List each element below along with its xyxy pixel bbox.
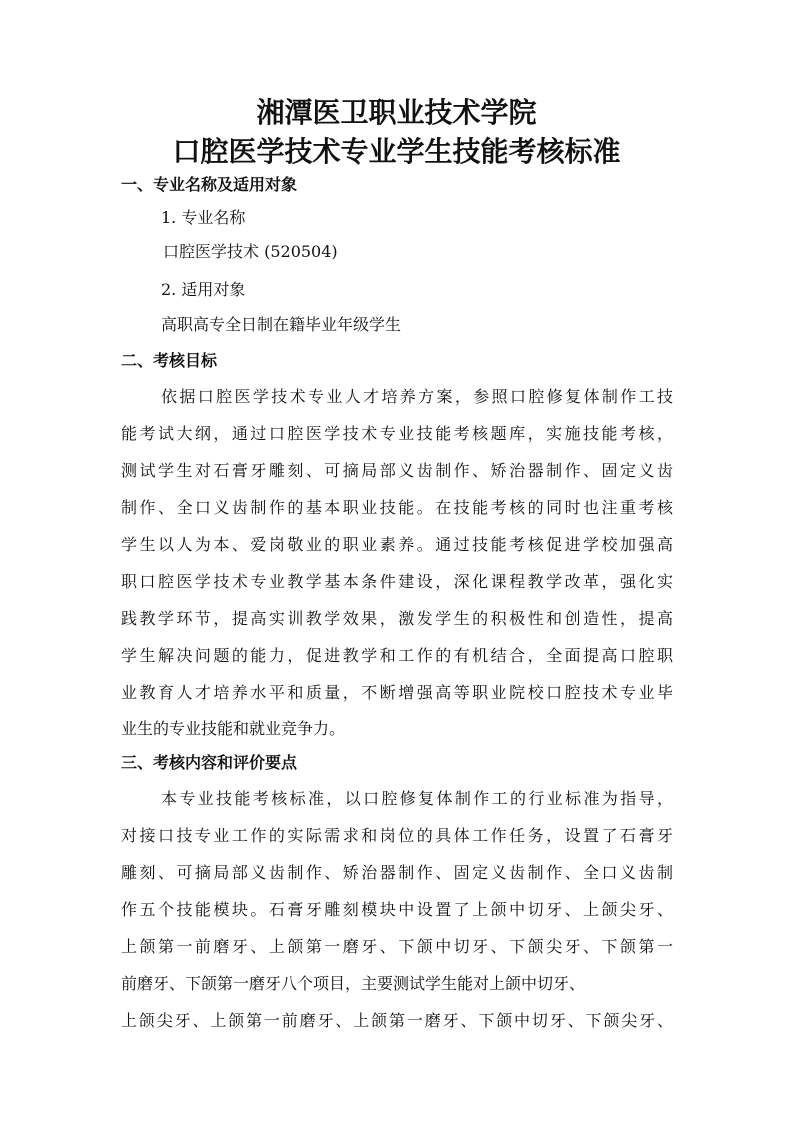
paragraph-line: 上颌第一前磨牙、上颌第一磨牙、下颌中切牙、下颌尖牙、下颌第一 [121, 937, 673, 956]
paragraph-line: 前磨牙、下颌第一磨牙八个项目，主要测试学生能对上颌中切牙、 [121, 974, 586, 993]
paragraph-line: 业生的专业技能和就业竞争力。 [121, 719, 346, 738]
target-audience-value: 高职高专全日制在籍毕业年级学生 [161, 315, 402, 334]
section2-heading: 二、考核目标 [121, 351, 218, 370]
paragraph-line: 制作、全口义齿制作的基本职业技能。在技能考核的同时也注重考核 [121, 498, 673, 517]
major-name-label: 1. 专业名称 [161, 208, 246, 227]
paragraph-line: 上颌尖牙、上颌第一前磨牙、上颌第一磨牙、下颌中切牙、下颌尖牙、 [121, 1011, 673, 1030]
target-audience-label: 2. 适用对象 [161, 280, 246, 299]
paragraph-line: 职口腔医学技术专业教学基本条件建设，深化课程教学改革，强化实 [121, 572, 673, 591]
school-title: 湘潭医卫职业技术学院 [256, 96, 537, 129]
paragraph-line: 测试学生对石膏牙雕刻、可摘局部义齿制作、矫治器制作、固定义齿 [121, 461, 673, 480]
paragraph-line: 业教育人才培养水平和质量，不断增强高等职业院校口腔技术专业毕 [121, 683, 673, 702]
major-name-value: 口腔医学技术 (520504) [163, 242, 338, 261]
paragraph-line: 作五个技能模块。石膏牙雕刻模块中设置了上颌中切牙、上颌尖牙、 [121, 900, 673, 919]
paragraph-line: 本专业技能考核标准，以口腔修复体制作工的行业标准为指导， [161, 789, 673, 808]
section1-heading: 一、专业名称及适用对象 [121, 175, 298, 194]
paragraph-line: 践教学环节，提高实训教学效果，激发学生的积极性和创造性，提高 [121, 609, 673, 628]
section3-heading: 三、考核内容和评价要点 [121, 753, 298, 772]
paragraph-line: 学生解决问题的能力，促进教学和工作的有机结合，全面提高口腔职 [121, 646, 673, 665]
paragraph-line: 对接口技专业工作的实际需求和岗位的具体工作任务，设置了石膏牙 [121, 826, 673, 845]
paragraph-line: 学生以人为本、爱岗敬业的职业素养。通过技能考核促进学校加强高 [121, 535, 673, 554]
paragraph-line: 雕刻、可摘局部义齿制作、矫治器制作、固定义齿制作、全口义齿制 [121, 863, 673, 882]
paragraph-line: 能考试大纲，通过口腔医学技术专业技能考核题库，实施技能考核， [121, 424, 673, 443]
paragraph-line: 依据口腔医学技术专业人才培养方案，参照口腔修复体制作工技 [161, 387, 673, 406]
document-title: 口腔医学技术专业学生技能考核标准 [172, 135, 621, 168]
